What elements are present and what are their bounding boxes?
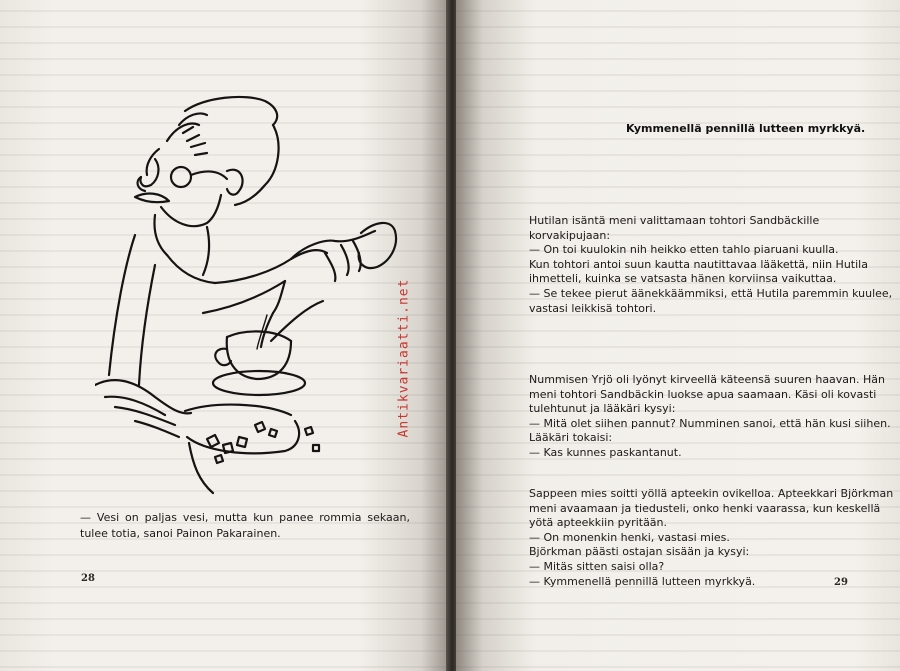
page-heading: Kymmenellä pennillä lutteen myrkkyä.: [626, 122, 866, 135]
watermark-text: Antikvariaatti.net: [396, 278, 412, 438]
right-page: [456, 0, 900, 671]
paragraph: Hutilan isäntä meni valittamaan tohtori Sandbäckille korvakipujaan:: [529, 214, 820, 242]
paragraph: — On toi kuulokin nih heikko etten tahlo piaruani kuulla.: [529, 243, 839, 257]
paragraph: — Kymmenellä pennillä lutteen myrkkyä.: [529, 574, 756, 588]
paragraph: Nummisen Yrjö oli lyönyt kirveellä käteensä suuren haavan. Hän meni tohtori Sandbäckin luokse apua saamaan. Käsi oli kovasti tulehtunut ja lääkäri kysyi:: [529, 373, 885, 416]
paragraph: — Se tekee pierut äänekkäämmiksi, että Hutila paremmin kuulee, vastasi leikkisä tohtori.: [529, 286, 893, 315]
page-number-right: 29: [834, 577, 848, 588]
man-pouring-drink-illustration: [95, 85, 425, 495]
paragraph: Kun tohtori antoi suun kautta nautittavaa lääkettä, niin Hutila ihmetteli, kuinka se vatsasta hänen korviinsa vaikuttaa.: [529, 257, 868, 286]
anecdote-2: [529, 373, 900, 461]
paragraph: — On monenkin henki, vastasi mies.: [529, 530, 730, 544]
paragraph: — Mitä olet siihen pannut? Numminen sanoi, että hän kusi siihen. Lääkäri tokaisi:: [529, 416, 891, 445]
illustration-caption: — Vesi on paljas vesi, mutta kun panee rommia sekaan, tulee totia, sanoi Painon Pakarainen.: [80, 511, 410, 540]
anecdote-3: [529, 487, 900, 589]
paragraph: Björkman päästi ostajan sisään ja kysyi:: [529, 545, 750, 559]
anecdote-1: [529, 214, 900, 316]
paragraph: — Mitäs sitten saisi olla?: [529, 559, 665, 573]
paragraph: — Kas kunnes paskantanut.: [529, 445, 682, 459]
watermark: [384, 258, 424, 458]
paragraph: Sappeen mies soitti yöllä apteekin ovikelloa. Apteekkari Björkman meni avaamaan ja tiedusteli, onko henki vaarassa, kun keskellä yötä apteekkiin pyritään.: [529, 487, 894, 530]
page-number-left: 28: [81, 573, 95, 584]
left-page: [0, 0, 448, 671]
